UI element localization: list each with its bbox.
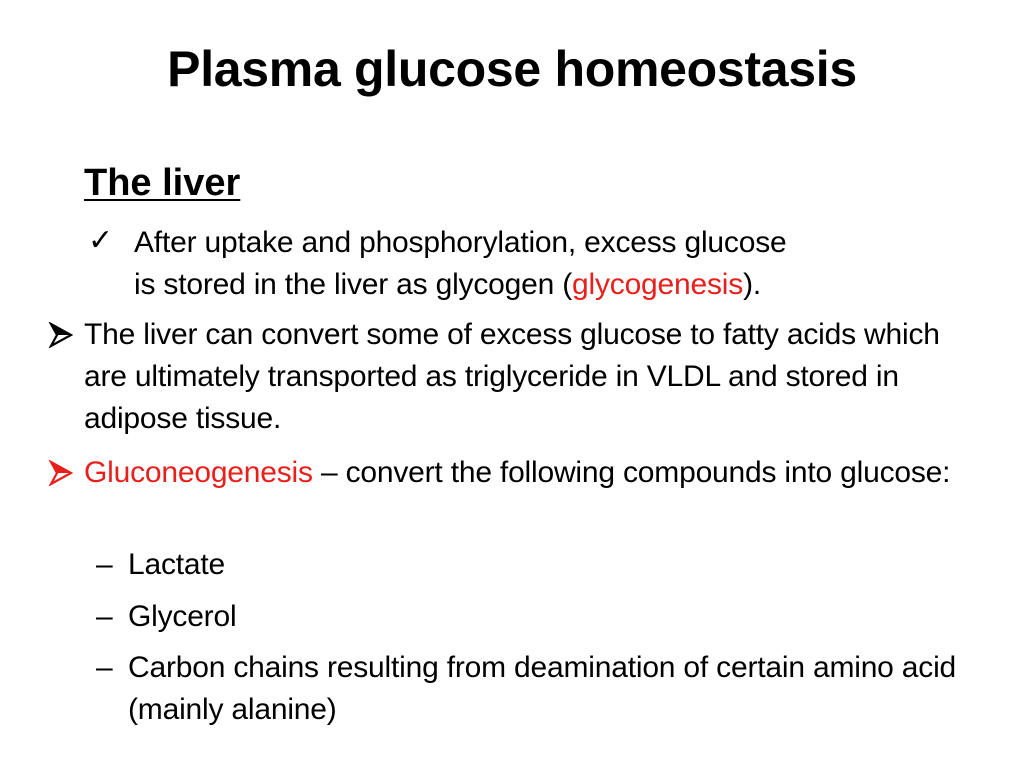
check-item-line-2-pre: is stored in the liver as glycogen ( — [134, 268, 573, 301]
sub-item-text: Lactate — [128, 548, 226, 581]
slide-title: Plasma glucose homeostasis — [167, 41, 857, 97]
sub-item-text: Glycerol — [128, 600, 237, 633]
glycogenesis-term: glycogenesis — [572, 268, 744, 301]
bullet-text-fatty-acids: The liver can convert some of excess glucose to fatty acids which are ultimately transported as triglyceride in VLDL and stored in adipose tissue. — [84, 318, 940, 435]
checkmark-icon: ✓ — [88, 223, 113, 258]
check-item-line-1: After uptake and phosphorylation, excess glucose — [134, 226, 787, 259]
dash-bullet: – — [96, 600, 113, 633]
check-item-text — [134, 222, 974, 306]
sub-item-text: Carbon chains resulting from deamination of certain amino acid (mainly alanine) — [128, 651, 957, 726]
check-item-line-2 — [134, 264, 974, 306]
dash-bullet: – — [96, 548, 113, 581]
bullet-text-gluconeogenesis — [84, 452, 984, 494]
dash-bullet: – — [96, 651, 113, 684]
gluconeogenesis-description: – convert the following compounds into glucose: — [312, 456, 951, 489]
section-heading: The liver — [84, 162, 241, 204]
arrow-right-bullet-icon — [48, 322, 74, 348]
arrow-right-bullet-icon — [48, 460, 74, 486]
gluconeogenesis-term: Gluconeogenesis — [84, 456, 313, 489]
check-item-line-2-post: ). — [743, 268, 761, 301]
